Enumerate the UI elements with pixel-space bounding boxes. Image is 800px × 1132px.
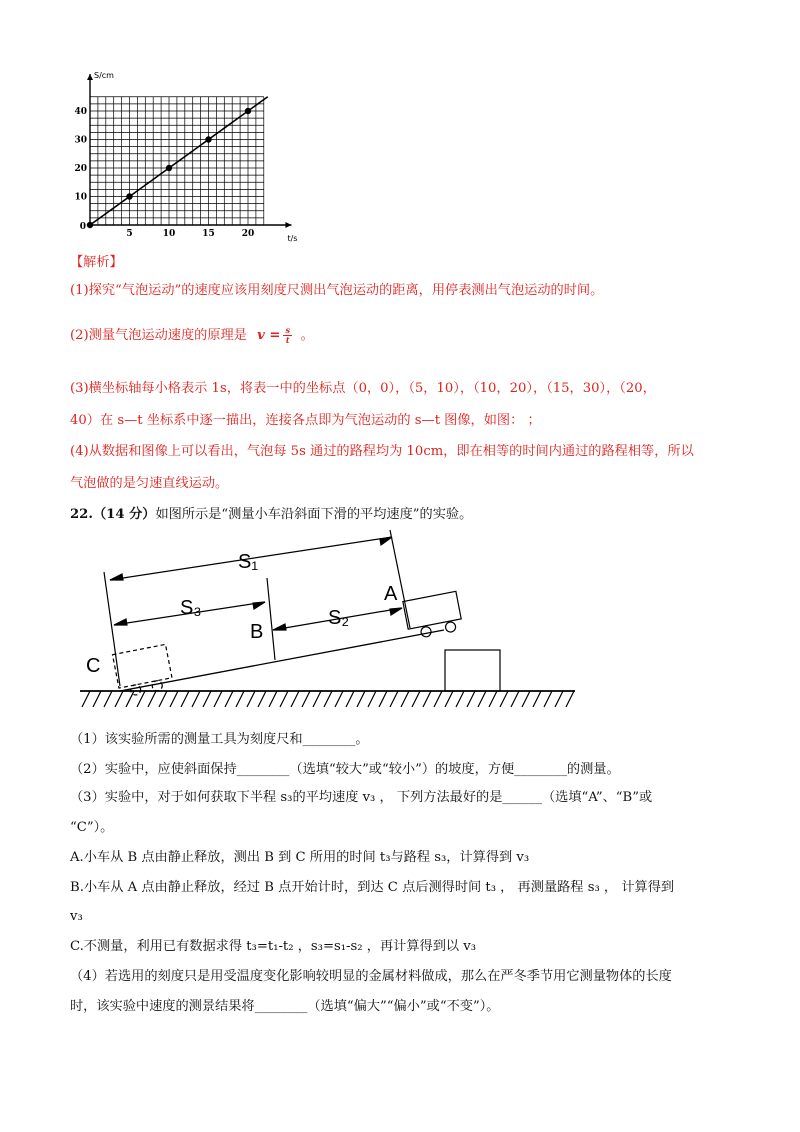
question-part-4-line2: 时，该实验中速度的测景结果将________（选填“偏大”“偏小”或“不变”）。 xyxy=(70,999,500,1014)
option-a: A.小车从 B 点由静止释放，测出 B 到 C 所用的时间 t₃与路程 s₃，计算得到 v₃ xyxy=(70,850,530,865)
hatch-line xyxy=(390,691,398,707)
hatch-line xyxy=(324,691,332,707)
hatch-line xyxy=(93,691,101,707)
x-tick-label: 10 xyxy=(162,229,176,239)
cart-at-c-dashed xyxy=(112,644,173,697)
formula-fraction xyxy=(283,326,292,345)
hatch-line xyxy=(456,691,464,707)
data-point xyxy=(166,165,172,171)
data-point xyxy=(87,222,93,228)
hatch-line xyxy=(313,691,321,707)
question-part-3-line1: （3）实验中，对于如何获取下半程 s₃的平均速度 v₃ ， 下列方法最好的是______（选填“A”、“B”或 xyxy=(70,790,653,805)
hatch-line xyxy=(544,691,552,707)
s3-arrowhead-left xyxy=(114,619,127,625)
hatch-line xyxy=(489,691,497,707)
hatch-line xyxy=(148,691,156,707)
mark-b-line xyxy=(267,578,275,660)
origin-label: 0 xyxy=(79,222,86,232)
data-point xyxy=(205,136,211,142)
y-tick-label: 10 xyxy=(74,192,87,203)
question-part-3-line2: “C”）。 xyxy=(70,820,114,835)
hatch-line xyxy=(478,691,486,707)
option-c: C.不测量，利用已有数据求得 t₃=t₁-t₂ ，s₃=s₁-s₂ ，再计算得到以 v₃ xyxy=(70,939,476,954)
y-tick-label: 40 xyxy=(74,107,87,117)
analysis-p4-line2: 气泡做的是匀速直线运动。 xyxy=(70,476,229,491)
data-point xyxy=(245,108,251,114)
s3-arrowhead-right xyxy=(253,602,265,609)
s2-arrowhead-right xyxy=(390,608,402,615)
hatch-line xyxy=(258,691,266,707)
hatch-line xyxy=(225,691,233,707)
analysis-p2 xyxy=(70,326,314,346)
incline-diagram xyxy=(80,530,600,726)
hatch-line xyxy=(500,691,508,707)
y-axis-arrowhead xyxy=(87,74,93,80)
option-b-line1: B.小车从 A 点由静止释放，经过 B 点开始计时，到达 C 点后测得时间 t₃ ， 再测量路程 s₃ ， 计算得到 xyxy=(70,880,675,895)
analysis-p4-line1: (4)从数据和图像上可以看出，气泡每 5s 通过的路程均为 10cm，即在相等的时间内通过的路程相等，所以 xyxy=(70,444,694,459)
label-s2: S₂ xyxy=(328,607,350,629)
y-tick-label: 20 xyxy=(74,164,87,174)
hatch-line xyxy=(269,691,277,707)
formula-lhs: v = xyxy=(257,328,281,343)
label-s1: S₁ xyxy=(238,551,259,573)
hatch-line xyxy=(302,691,310,707)
hatch-line xyxy=(533,691,541,707)
hatch-line xyxy=(137,691,145,707)
x-tick-label: 15 xyxy=(202,229,215,239)
mark-c-line xyxy=(104,572,120,686)
hatch-line xyxy=(126,691,134,707)
hatch-line xyxy=(280,691,288,707)
hatch-line xyxy=(82,691,90,707)
hatch-line xyxy=(181,691,189,707)
hatch-line xyxy=(170,691,178,707)
y-axis-label: S/cm xyxy=(94,70,114,80)
analysis-p1: (1)探究“气泡运动”的速度应该用刻度尺测出气泡运动的距离，用停表测出气泡运动的时间。 xyxy=(70,283,604,298)
s2-arrowhead-left xyxy=(273,624,286,630)
label-c: C xyxy=(86,655,101,677)
question-points: （14 分） xyxy=(92,507,156,522)
hatch-line xyxy=(247,691,255,707)
hatch-line xyxy=(412,691,420,707)
hatch-line xyxy=(401,691,409,707)
formula-numerator: s xyxy=(285,325,290,335)
question-header xyxy=(70,505,472,525)
st-graph xyxy=(74,68,300,248)
analysis-p3-line2: 40）在 s—t 坐标系中逐一描出，连接各点即为气泡运动的 s—t 图像，如图： ； xyxy=(70,413,541,428)
hatch-line xyxy=(104,691,112,707)
x-tick-label: 5 xyxy=(126,229,133,239)
hatch-line xyxy=(423,691,431,707)
question-part-1: （1）该实验所需的测量工具为刻度尺和________。 xyxy=(70,732,369,747)
support-block xyxy=(445,650,500,691)
x-tick-label: 20 xyxy=(241,229,255,239)
analysis-p2-prefix: (2)测量气泡运动速度的原理是 xyxy=(70,328,247,343)
hatch-line xyxy=(522,691,530,707)
ground-hatching xyxy=(82,691,574,707)
hatch-line xyxy=(214,691,222,707)
y-tick-label: 30 xyxy=(74,135,87,146)
analysis-heading: 【解析】 xyxy=(70,255,123,270)
hatch-line xyxy=(236,691,244,707)
s1-arrowhead-right xyxy=(380,537,392,545)
label-s3: S₃ xyxy=(180,597,202,619)
s1-arrowhead-left xyxy=(110,574,123,580)
hatch-line xyxy=(555,691,563,707)
question-part-4-line1: （4）若选用的刻度只是用受温度变化影响较明显的金属材料做成，那么在严冬季节用它测量物体的长度 xyxy=(70,969,672,984)
formula-denominator: t xyxy=(285,335,290,345)
hatch-line xyxy=(335,691,343,707)
hatch-line xyxy=(291,691,299,707)
option-b-line2: v₃ xyxy=(70,909,83,924)
question-part-2: （2）实验中，应使斜面保持________（选填“较大”或“较小”）的坡度，方便________的测量。 xyxy=(70,762,620,777)
data-point xyxy=(126,193,132,199)
hatch-line xyxy=(357,691,365,707)
hatch-line xyxy=(379,691,387,707)
x-axis-label: t/s xyxy=(287,234,298,243)
analysis-p3-line1: (3)横坐标轴每小格表示 1s，将表一中的坐标点（0，0），（5，10），（10，20），（15，30），（20， xyxy=(70,381,656,396)
hatch-line xyxy=(346,691,354,707)
velocity-formula xyxy=(257,325,296,345)
label-b: B xyxy=(250,621,264,643)
analysis-p2-suffix: 。 xyxy=(300,328,314,343)
question-stem: 如图所示是“测量小车沿斜面下滑的平均速度”的实验。 xyxy=(155,507,473,522)
hatch-line xyxy=(467,691,475,707)
hatch-line xyxy=(368,691,376,707)
hatch-line xyxy=(434,691,442,707)
label-a: A xyxy=(384,583,398,605)
question-number: 22. xyxy=(70,507,93,522)
hatch-line xyxy=(566,691,574,707)
hatch-line xyxy=(159,691,167,707)
x-axis-arrowhead xyxy=(285,222,291,228)
hatch-line xyxy=(115,691,123,707)
hatch-line xyxy=(511,691,519,707)
hatch-line xyxy=(445,691,453,707)
hatch-line xyxy=(192,691,200,707)
hatch-line xyxy=(203,691,211,707)
